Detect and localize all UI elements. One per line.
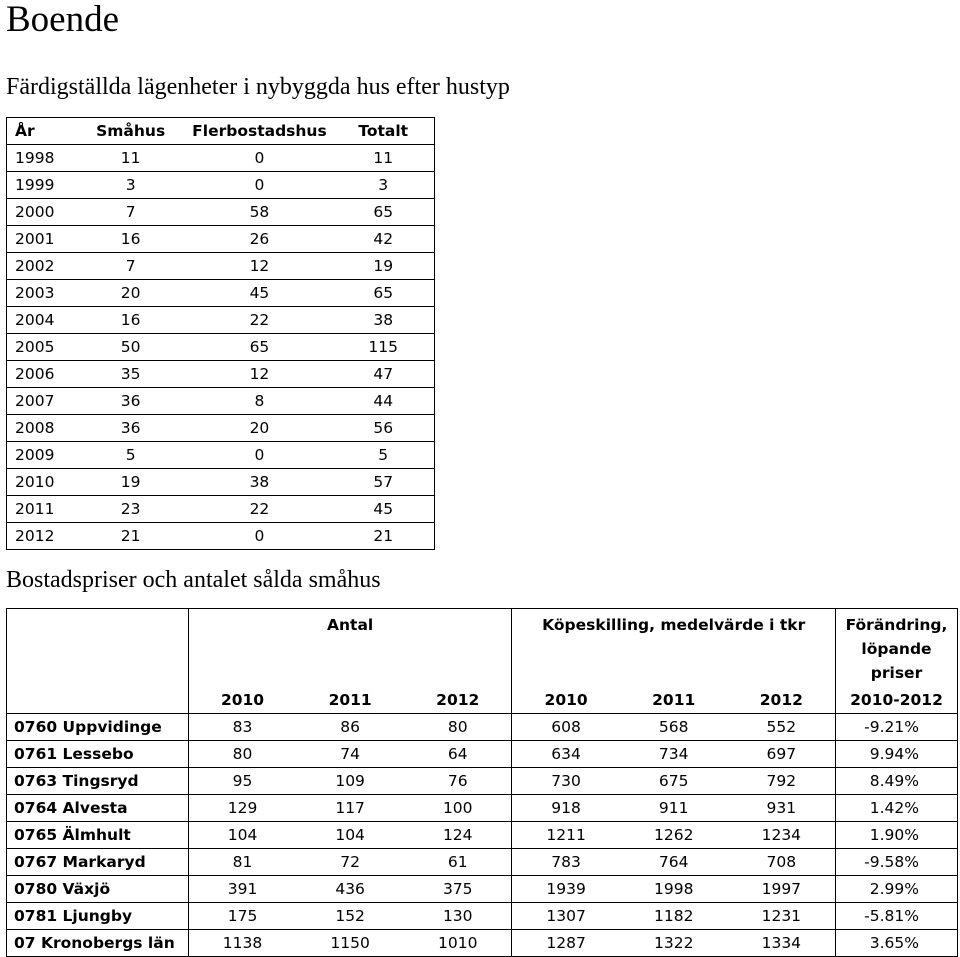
municipality-cell: 0780 Växjö xyxy=(7,876,189,903)
table-header-row xyxy=(7,118,435,145)
group-header-kopeskilling: Köpeskilling, medelvärde i tkr xyxy=(512,609,836,688)
municipality-cell: 07 Kronobergs län xyxy=(7,930,189,957)
price-2012-cell: 552 xyxy=(728,714,836,741)
group-header-forandring xyxy=(836,609,958,688)
municipality-cell: 0781 Ljungby xyxy=(7,903,189,930)
row-smahus-cell: 11 xyxy=(75,145,187,172)
row-flerbostadshus-cell: 0 xyxy=(186,523,332,550)
price-2010-cell: 783 xyxy=(512,849,620,876)
column-header-flerbostadshus: Flerbostadshus xyxy=(186,118,332,145)
municipality-cell: 0765 Älmhult xyxy=(7,822,189,849)
group-header-forandring-line3: priser xyxy=(870,664,923,682)
group-header-forandring-line1: Förändring, xyxy=(845,616,948,634)
table-row xyxy=(7,253,435,280)
row-smahus-cell: 36 xyxy=(75,415,187,442)
row-flerbostadshus-cell: 12 xyxy=(186,253,332,280)
row-totalt-cell: 5 xyxy=(332,442,434,469)
price-2012-cell: 1231 xyxy=(728,903,836,930)
change-2010-2012-cell: -5.81% xyxy=(836,903,958,930)
table-row xyxy=(7,226,435,253)
row-year-cell: 2001 xyxy=(7,226,75,253)
row-totalt-cell: 44 xyxy=(332,388,434,415)
price-2011-cell: 911 xyxy=(620,795,728,822)
column-header-smahus: Småhus xyxy=(75,118,187,145)
year-header: 2010-2012 xyxy=(836,687,958,714)
row-year-cell: 2002 xyxy=(7,253,75,280)
row-year-cell: 2011 xyxy=(7,496,75,523)
antal-2011-cell: 74 xyxy=(296,741,404,768)
price-2011-cell: 764 xyxy=(620,849,728,876)
price-2010-cell: 608 xyxy=(512,714,620,741)
row-smahus-cell: 36 xyxy=(75,388,187,415)
price-2012-cell: 1334 xyxy=(728,930,836,957)
table-row xyxy=(7,930,958,957)
antal-2010-cell: 80 xyxy=(188,741,296,768)
housing-prices-table xyxy=(6,608,958,957)
table-row xyxy=(7,280,435,307)
row-totalt-cell: 45 xyxy=(332,496,434,523)
row-flerbostadshus-cell: 38 xyxy=(186,469,332,496)
price-2010-cell: 730 xyxy=(512,768,620,795)
row-smahus-cell: 7 xyxy=(75,199,187,226)
municipality-cell: 0763 Tingsryd xyxy=(7,768,189,795)
table-row xyxy=(7,145,435,172)
row-year-cell: 2003 xyxy=(7,280,75,307)
antal-2011-cell: 1150 xyxy=(296,930,404,957)
row-totalt-cell: 65 xyxy=(332,280,434,307)
table-row xyxy=(7,903,958,930)
antal-2011-cell: 109 xyxy=(296,768,404,795)
price-2010-cell: 1939 xyxy=(512,876,620,903)
row-year-cell: 2009 xyxy=(7,442,75,469)
row-flerbostadshus-cell: 22 xyxy=(186,496,332,523)
table-row xyxy=(7,795,958,822)
row-flerbostadshus-cell: 22 xyxy=(186,307,332,334)
row-totalt-cell: 19 xyxy=(332,253,434,280)
change-2010-2012-cell: 9.94% xyxy=(836,741,958,768)
price-2011-cell: 1262 xyxy=(620,822,728,849)
table-row xyxy=(7,442,435,469)
price-2012-cell: 931 xyxy=(728,795,836,822)
section-title-completed-apartments: Färdigställda lägenheter i nybyggda hus efter hustyp xyxy=(6,74,510,100)
change-2010-2012-cell: -9.58% xyxy=(836,849,958,876)
antal-2011-cell: 72 xyxy=(296,849,404,876)
year-header: 2011 xyxy=(296,687,404,714)
group-header-forandring-line2: löpande xyxy=(861,640,932,658)
row-flerbostadshus-cell: 0 xyxy=(186,172,332,199)
section-title-housing-prices: Bostadspriser och antalet sålda småhus xyxy=(6,567,381,593)
antal-2012-cell: 100 xyxy=(404,795,512,822)
change-2010-2012-cell: 3.65% xyxy=(836,930,958,957)
row-smahus-cell: 23 xyxy=(75,496,187,523)
housing-prices-table-body xyxy=(7,714,958,957)
price-2011-cell: 1182 xyxy=(620,903,728,930)
year-header: 2010 xyxy=(512,687,620,714)
row-year-cell: 2008 xyxy=(7,415,75,442)
row-flerbostadshus-cell: 12 xyxy=(186,361,332,388)
row-smahus-cell: 3 xyxy=(75,172,187,199)
year-header-empty xyxy=(7,687,189,714)
table-row xyxy=(7,334,435,361)
row-year-cell: 1999 xyxy=(7,172,75,199)
price-2012-cell: 1234 xyxy=(728,822,836,849)
row-flerbostadshus-cell: 8 xyxy=(186,388,332,415)
antal-2012-cell: 130 xyxy=(404,903,512,930)
antal-2011-cell: 436 xyxy=(296,876,404,903)
row-year-cell: 2005 xyxy=(7,334,75,361)
row-smahus-cell: 35 xyxy=(75,361,187,388)
table-row xyxy=(7,388,435,415)
year-header-row xyxy=(7,687,958,714)
antal-2012-cell: 375 xyxy=(404,876,512,903)
change-2010-2012-cell: -9.21% xyxy=(836,714,958,741)
year-header: 2011 xyxy=(620,687,728,714)
row-totalt-cell: 38 xyxy=(332,307,434,334)
row-totalt-cell: 42 xyxy=(332,226,434,253)
row-flerbostadshus-cell: 45 xyxy=(186,280,332,307)
row-totalt-cell: 21 xyxy=(332,523,434,550)
group-header-antal: Antal xyxy=(188,609,512,688)
antal-2011-cell: 152 xyxy=(296,903,404,930)
antal-2012-cell: 64 xyxy=(404,741,512,768)
row-year-cell: 2006 xyxy=(7,361,75,388)
table-row xyxy=(7,172,435,199)
antal-2010-cell: 391 xyxy=(188,876,296,903)
row-year-cell: 2012 xyxy=(7,523,75,550)
change-2010-2012-cell: 1.90% xyxy=(836,822,958,849)
price-2011-cell: 675 xyxy=(620,768,728,795)
antal-2010-cell: 129 xyxy=(188,795,296,822)
year-header: 2012 xyxy=(404,687,512,714)
table-row xyxy=(7,741,958,768)
antal-2011-cell: 117 xyxy=(296,795,404,822)
row-totalt-cell: 115 xyxy=(332,334,434,361)
price-2011-cell: 1322 xyxy=(620,930,728,957)
row-smahus-cell: 16 xyxy=(75,307,187,334)
row-flerbostadshus-cell: 65 xyxy=(186,334,332,361)
table-row xyxy=(7,714,958,741)
table-row xyxy=(7,415,435,442)
row-smahus-cell: 19 xyxy=(75,469,187,496)
row-totalt-cell: 3 xyxy=(332,172,434,199)
municipality-cell: 0760 Uppvidinge xyxy=(7,714,189,741)
antal-2012-cell: 1010 xyxy=(404,930,512,957)
antal-2010-cell: 83 xyxy=(188,714,296,741)
table-row xyxy=(7,307,435,334)
table-row xyxy=(7,849,958,876)
price-2012-cell: 708 xyxy=(728,849,836,876)
change-2010-2012-cell: 1.42% xyxy=(836,795,958,822)
price-2010-cell: 634 xyxy=(512,741,620,768)
antal-2010-cell: 175 xyxy=(188,903,296,930)
row-smahus-cell: 16 xyxy=(75,226,187,253)
price-2011-cell: 1998 xyxy=(620,876,728,903)
row-year-cell: 2010 xyxy=(7,469,75,496)
row-year-cell: 2004 xyxy=(7,307,75,334)
table-row xyxy=(7,496,435,523)
table-row xyxy=(7,199,435,226)
completed-apartments-table-body xyxy=(7,145,435,550)
price-2011-cell: 568 xyxy=(620,714,728,741)
row-smahus-cell: 7 xyxy=(75,253,187,280)
antal-2010-cell: 95 xyxy=(188,768,296,795)
row-smahus-cell: 50 xyxy=(75,334,187,361)
completed-apartments-table xyxy=(6,117,435,550)
table-row xyxy=(7,876,958,903)
table-row xyxy=(7,523,435,550)
price-2010-cell: 918 xyxy=(512,795,620,822)
change-2010-2012-cell: 8.49% xyxy=(836,768,958,795)
municipality-cell: 0767 Markaryd xyxy=(7,849,189,876)
municipality-cell: 0764 Alvesta xyxy=(7,795,189,822)
change-2010-2012-cell: 2.99% xyxy=(836,876,958,903)
row-smahus-cell: 5 xyxy=(75,442,187,469)
antal-2012-cell: 61 xyxy=(404,849,512,876)
antal-2012-cell: 124 xyxy=(404,822,512,849)
price-2012-cell: 697 xyxy=(728,741,836,768)
price-2011-cell: 734 xyxy=(620,741,728,768)
price-2010-cell: 1287 xyxy=(512,930,620,957)
year-header: 2010 xyxy=(188,687,296,714)
row-flerbostadshus-cell: 0 xyxy=(186,145,332,172)
column-header-year: År xyxy=(7,118,75,145)
antal-2011-cell: 104 xyxy=(296,822,404,849)
price-2010-cell: 1211 xyxy=(512,822,620,849)
row-totalt-cell: 65 xyxy=(332,199,434,226)
antal-2011-cell: 86 xyxy=(296,714,404,741)
row-flerbostadshus-cell: 26 xyxy=(186,226,332,253)
table-row xyxy=(7,822,958,849)
row-totalt-cell: 57 xyxy=(332,469,434,496)
municipality-cell: 0761 Lessebo xyxy=(7,741,189,768)
column-header-totalt: Totalt xyxy=(332,118,434,145)
group-header-row xyxy=(7,609,958,688)
price-2012-cell: 792 xyxy=(728,768,836,795)
antal-2010-cell: 81 xyxy=(188,849,296,876)
antal-2010-cell: 104 xyxy=(188,822,296,849)
row-flerbostadshus-cell: 20 xyxy=(186,415,332,442)
row-flerbostadshus-cell: 58 xyxy=(186,199,332,226)
antal-2012-cell: 80 xyxy=(404,714,512,741)
price-2012-cell: 1997 xyxy=(728,876,836,903)
antal-2010-cell: 1138 xyxy=(188,930,296,957)
row-totalt-cell: 11 xyxy=(332,145,434,172)
row-year-cell: 2007 xyxy=(7,388,75,415)
year-header: 2012 xyxy=(728,687,836,714)
page-title: Boende xyxy=(6,0,120,40)
price-2010-cell: 1307 xyxy=(512,903,620,930)
row-smahus-cell: 21 xyxy=(75,523,187,550)
empty-corner-cell xyxy=(7,609,189,688)
row-totalt-cell: 47 xyxy=(332,361,434,388)
row-year-cell: 2000 xyxy=(7,199,75,226)
table-row xyxy=(7,469,435,496)
row-smahus-cell: 20 xyxy=(75,280,187,307)
table-row xyxy=(7,361,435,388)
row-flerbostadshus-cell: 0 xyxy=(186,442,332,469)
table-row xyxy=(7,768,958,795)
row-year-cell: 1998 xyxy=(7,145,75,172)
row-totalt-cell: 56 xyxy=(332,415,434,442)
antal-2012-cell: 76 xyxy=(404,768,512,795)
